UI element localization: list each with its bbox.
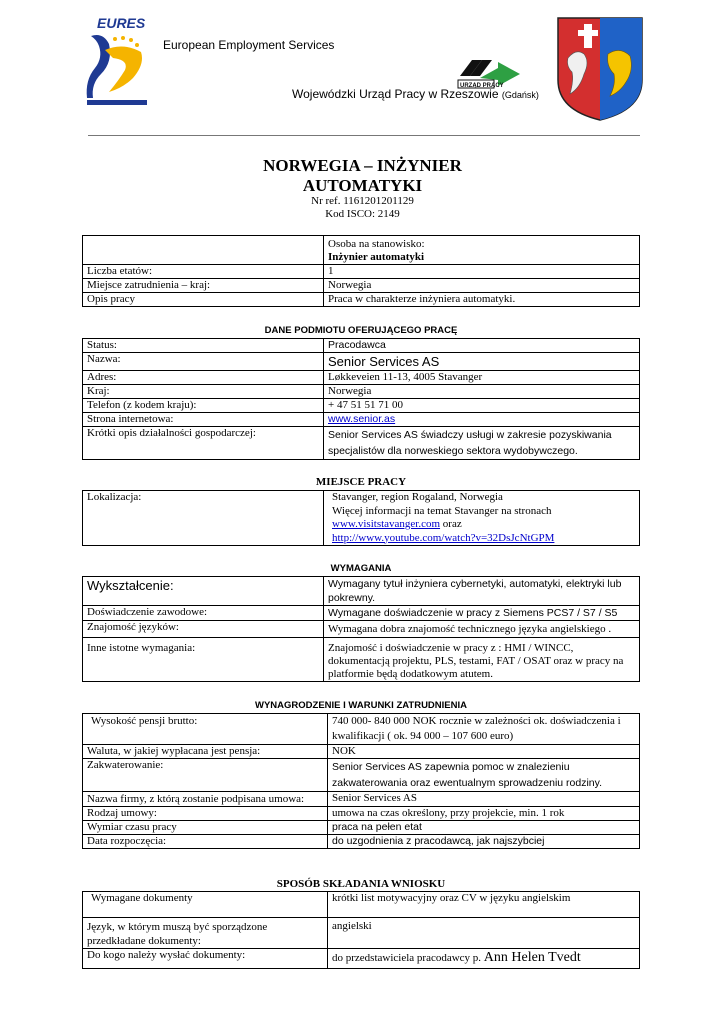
row-value: umowa na czas określony, przy projekcie, min. 1 rok	[328, 807, 640, 821]
position-head-label: Osoba na stanowisko:	[328, 238, 425, 250]
row-value: Løkkeveien 11-13, 4005 Stavanger	[324, 371, 640, 385]
table-row	[83, 399, 640, 413]
table-row	[83, 792, 640, 807]
requirements-heading: WYMAGANIA	[330, 563, 392, 574]
reference-number: Nr ref. 1161201201129	[311, 195, 414, 207]
row-value: NOK	[328, 745, 640, 759]
table-row	[83, 413, 640, 427]
row-value: Senior Services AS	[328, 792, 640, 807]
location-info: Więcej informacji na temat Stavanger na stronach	[332, 504, 552, 517]
row-value: Praca w charakterze inżyniera automatyki.	[324, 293, 640, 307]
table-row	[83, 745, 640, 759]
row-label: Liczba etatów:	[83, 265, 324, 279]
table-row	[83, 835, 640, 849]
row-value: do przedstawiciela pracodawcy p.	[332, 952, 482, 964]
row-label: Wymagane dokumenty	[83, 892, 328, 918]
urzad-pracy-logo	[456, 54, 522, 90]
svg-text:EURES: EURES	[97, 15, 146, 31]
row-value: Znajomość i doświadczenie w pracy z : HMI / WINCC, dokumentacją projektu, PLS, testami, FAT / OSAT oraz w pracy na platformie będą dodatkowym atutem.	[324, 638, 640, 682]
requirements-table	[82, 576, 640, 682]
table-row: Lokalizacja: Stavanger, region Rogaland, Norwegia Więcej informacji na temat Stavanger na stronach www.visitstavanger.com oraz http://www.youtube.com/watch?v=32DsJcNtGPM	[83, 491, 640, 546]
table-row	[83, 339, 640, 353]
row-label: Waluta, w jakiej wypłacana jest pensja:	[83, 745, 328, 759]
table-row	[83, 577, 640, 606]
location-line: Stavanger, region Rogaland, Norwegia	[332, 491, 503, 503]
row-label: Wysokość pensji brutto:	[83, 714, 328, 745]
page-title-line1: NORWEGIA – INŻYNIER	[263, 156, 462, 175]
row-label: Kraj:	[83, 385, 324, 399]
svg-text:URZĄD PRACY: URZĄD PRACY	[460, 83, 504, 89]
table-row	[83, 279, 640, 293]
row-label: Miejsce zatrudnienia – kraj:	[83, 279, 324, 293]
workplace-heading: MIEJSCE PRACY	[315, 476, 407, 488]
position-head-value: Inżynier automatyki	[328, 251, 425, 263]
row-value: Wymagane doświadczenie w pracy z Siemens PCS7 / S7 / S5	[324, 606, 640, 621]
table-row	[83, 759, 640, 792]
row-label: Adres:	[83, 371, 324, 385]
row-label: Data rozpoczęcia:	[83, 835, 328, 849]
table-row	[83, 714, 640, 745]
table-row	[83, 807, 640, 821]
row-value: praca na pełen etat	[328, 821, 640, 835]
salary-table	[82, 713, 640, 849]
contact-person: Ann Helen Tvedt	[483, 950, 581, 965]
table-row	[83, 606, 640, 621]
eures-services-text: European Employment Services	[163, 38, 335, 52]
row-value: Wymagana dobra znajomość technicznego języka angielskiego .	[324, 621, 640, 638]
table-row	[83, 353, 640, 371]
row-label: Język, w którym muszą być sporządzone przedkładane dokumenty:	[83, 918, 328, 949]
row-label: Nazwa firmy, z którą zostanie podpisana umowa:	[83, 792, 328, 807]
table-row	[83, 385, 640, 399]
table-row	[83, 918, 640, 949]
position-table	[82, 235, 640, 307]
employer-name: Senior Services AS	[324, 353, 640, 371]
page-title-line2: AUTOMATYKI	[302, 176, 423, 195]
row-label: Wykształcenie:	[83, 577, 324, 606]
row-value: Senior Services AS zapewnia pomoc w znalezieniu zakwaterowania oraz ewentualnym sprowadzeniu rodziny.	[328, 759, 640, 792]
row-value: 740 000- 840 000 NOK rocznie w zależności ok. doświadczenia i kwalifikacji ( ok. 94 000 – 107 600 euro)	[328, 714, 640, 745]
row-label: Status:	[83, 339, 324, 353]
table-row	[83, 638, 640, 682]
table-row	[83, 892, 640, 918]
table-row	[83, 293, 640, 307]
row-label: Rodzaj umowy:	[83, 807, 328, 821]
row-label: Strona internetowa:	[83, 413, 324, 427]
row-value: Pracodawca	[324, 339, 640, 353]
table-row	[83, 821, 640, 835]
employer-table	[82, 338, 640, 460]
row-value: + 47 51 51 71 00	[324, 399, 640, 413]
row-label: Opis pracy	[83, 293, 324, 307]
document-header	[0, 0, 725, 140]
apply-table	[82, 891, 640, 969]
row-value: angielski	[328, 918, 640, 949]
workplace-table	[82, 490, 640, 546]
row-value: Senior Services AS świadczy usługi w zakresie pozyskiwania specjalistów dla norweskiego sektora wydobywczego.	[324, 427, 640, 460]
row-label: Inne istotne wymagania:	[83, 638, 324, 682]
row-label: Do kogo należy wysłać dokumenty:	[83, 949, 328, 969]
table-row	[83, 949, 640, 969]
regional-office-name: Wojewódzki Urząd Pracy w Rzeszowie (Gdańsk)	[292, 87, 539, 101]
table-row	[83, 621, 640, 638]
visitstavanger-link[interactable]: www.visitstavanger.com	[332, 518, 441, 530]
employer-website-link[interactable]: www.senior.as	[328, 413, 396, 425]
table-row	[83, 427, 640, 460]
coat-of-arms-icon	[554, 14, 646, 122]
row-label: Lokalizacja:	[83, 491, 324, 546]
row-label: Telefon (z kodem kraju):	[83, 399, 324, 413]
header-divider	[88, 135, 640, 136]
eures-logo	[83, 14, 155, 106]
row-label: Doświadczenie zawodowe:	[83, 606, 324, 621]
row-label: Wymiar czasu pracy	[83, 821, 328, 835]
row-value: krótki list motywacyjny oraz CV w języku angielskim	[328, 892, 640, 918]
youtube-link[interactable]: http://www.youtube.com/watch?v=32DsJcNtGPM	[332, 531, 555, 544]
isco-code: Kod ISCO: 2149	[325, 208, 400, 220]
row-value: Norwegia	[324, 385, 640, 399]
row-value: do uzgodnienia z pracodawcą, jak najszybciej	[328, 835, 640, 849]
row-label: Zakwaterowanie:	[83, 759, 328, 792]
apply-heading: SPOSÓB SKŁADANIA WNIOSKU	[276, 878, 446, 890]
employer-heading: DANE PODMIOTU OFERUJĄCEGO PRACĘ	[264, 325, 458, 336]
row-label: Krótki opis działalności gospodarczej:	[83, 427, 324, 460]
table-row	[83, 265, 640, 279]
row-label: Nazwa:	[83, 353, 324, 371]
row-value: Wymagany tytuł inżyniera cybernetyki, automatyki, elektryki lub pokrewny.	[324, 577, 640, 606]
row-value: Norwegia	[324, 279, 640, 293]
table-row	[83, 236, 640, 265]
row-value: 1	[324, 265, 640, 279]
row-label: Znajomość języków:	[83, 621, 324, 638]
salary-heading: WYNAGRODZENIE I WARUNKI ZATRUDNIENIA	[255, 700, 467, 711]
table-row	[83, 371, 640, 385]
